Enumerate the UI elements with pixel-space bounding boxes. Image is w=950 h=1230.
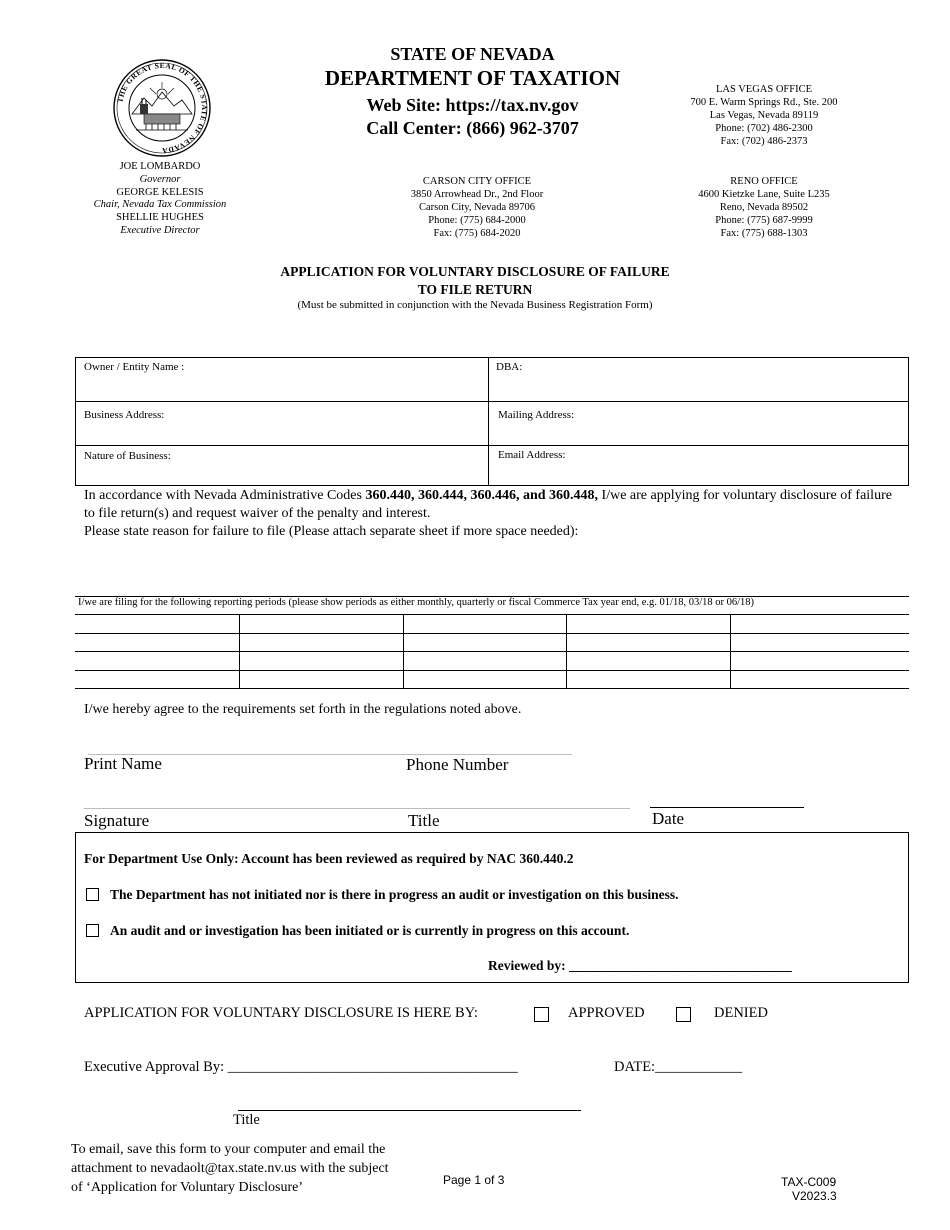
carson-city-office — [385, 175, 569, 240]
office-phone: Phone: (702) 486-2300 — [715, 123, 813, 134]
mailing-address-field[interactable]: Mailing Address: — [498, 409, 575, 421]
approver-title-label: Title — [233, 1112, 260, 1128]
office-fax: Fax: (775) 684-2020 — [433, 228, 521, 239]
form-version: V2023.3 — [792, 1189, 837, 1203]
office-fax: Fax: (775) 688-1303 — [720, 228, 808, 239]
no-audit-checkbox[interactable] — [86, 888, 99, 901]
title-label: Title — [408, 811, 440, 830]
official-title: Executive Director — [120, 224, 200, 236]
official-name: GEORGE KELESIS — [116, 186, 204, 198]
reno-office — [672, 175, 856, 240]
form-subtitle: (Must be submitted in conjunction with the Nevada Business Registration Form) — [297, 299, 653, 311]
seal-text: THE GREAT SEAL OF THE STATE OF NEVADA — [115, 60, 210, 156]
denied-checkbox[interactable] — [676, 1007, 691, 1022]
department-heading: DEPARTMENT OF TAXATION — [324, 66, 621, 90]
office-phone: Phone: (775) 687-9999 — [715, 215, 813, 226]
office-name: CARSON CITY OFFICE — [422, 176, 532, 187]
statement-text: In accordance with Nevada Administrative Codes — [84, 488, 366, 503]
reason-prompt: Please state reason for failure to file (Please attach separate sheet if more space needed): — [84, 524, 579, 539]
office-city: Carson City, Nevada 89706 — [419, 202, 535, 213]
office-city: Las Vegas, Nevada 89119 — [709, 110, 819, 121]
nevada-state-seal-icon — [112, 58, 212, 158]
office-address: 4600 Kietzke Lane, Suite L235 — [698, 189, 830, 200]
statement-paragraph — [84, 487, 904, 541]
audit-in-progress-checkbox[interactable] — [86, 924, 99, 937]
form-title-line2: TO FILE RETURN — [417, 282, 533, 297]
reporting-periods-caption: I/we are filing for the following reporting periods (please show periods as either monthly, quarterly or fiscal Commerce Tax year end, e.g. 01/18, 03/18 or 06/18) — [78, 597, 755, 608]
signature-line[interactable] — [84, 808, 630, 809]
business-info-table — [75, 357, 909, 486]
agreement-text: I/we hereby agree to the requirements set forth in the regulations noted above. — [84, 702, 522, 717]
approved-checkbox[interactable] — [534, 1007, 549, 1022]
website-text: Web Site: https://tax.nv.gov — [366, 95, 579, 115]
nature-of-business-field[interactable]: Nature of Business: — [84, 450, 171, 462]
form-title — [200, 263, 750, 299]
official-title: Chair, Nevada Tax Commission — [93, 199, 227, 211]
office-city: Reno, Nevada 89502 — [719, 202, 809, 213]
print-name-label: Print Name — [84, 754, 162, 773]
nac-codes: 360.440, 360.444, 360.446, and 360.448, — [365, 488, 599, 503]
no-audit-label: The Department has not initiated nor is there in progress an audit or investigation on this business. — [110, 887, 679, 902]
approval-date-field[interactable]: DATE:____________ — [614, 1059, 743, 1075]
audit-in-progress-label: An audit and or investigation has been initiated or is currently in progress on this account. — [110, 923, 630, 938]
official-name: SHELLIE HUGHES — [116, 212, 204, 224]
signature-label: Signature — [84, 811, 150, 830]
denied-label: DENIED — [714, 1005, 768, 1021]
email-address-field[interactable]: Email Address: — [498, 449, 566, 461]
office-phone: Phone: (775) 684-2000 — [428, 215, 526, 226]
page-number: Page 1 of 3 — [443, 1173, 505, 1187]
date-line[interactable] — [650, 807, 804, 808]
date-label: Date — [652, 809, 685, 828]
call-center-text: Call Center: (866) 962-3707 — [366, 118, 579, 138]
approved-label: APPROVED — [568, 1005, 645, 1021]
owner-name-field[interactable]: Owner / Entity Name : — [84, 361, 185, 373]
statement-text-cont: I/we are applying for voluntary disclosure of failure to file return(s) and request waiver of the penalty and interest. — [84, 488, 892, 521]
office-fax: Fax: (702) 486-2373 — [720, 136, 808, 147]
las-vegas-office — [672, 83, 856, 148]
dba-field[interactable]: DBA: — [496, 361, 523, 373]
phone-number-label: Phone Number — [406, 755, 509, 774]
official-title: Governor — [139, 173, 181, 185]
business-address-field[interactable]: Business Address: — [84, 409, 165, 421]
office-address: 700 E. Warm Springs Rd., Ste. 200 — [690, 97, 838, 108]
form-title-line1: APPLICATION FOR VOLUNTARY DISCLOSURE OF FAILURE — [280, 264, 670, 279]
office-name: LAS VEGAS OFFICE — [715, 84, 813, 95]
executive-approval-field[interactable]: Executive Approval By: ________________________________________ — [84, 1059, 518, 1075]
department-use-heading: For Department Use Only: Account has been reviewed as required by NAC 360.440.2 — [84, 851, 574, 866]
approver-title-line[interactable] — [238, 1110, 581, 1111]
email-instructions: To email, save this form to your computer and email the attachment to nevadaolt@tax.state.nv.us with the subject of ‘Application for Voluntary Disclosure’ — [71, 1142, 389, 1195]
officials-list — [70, 161, 250, 238]
official-name: JOE LOMBARDO — [119, 161, 201, 172]
reviewed-by-field[interactable]: Reviewed by: _________________________________ — [488, 958, 792, 973]
form-id: TAX-C009 — [781, 1175, 837, 1189]
department-use-box — [75, 832, 909, 983]
office-address: 3850 Arrowhead Dr., 2nd Floor — [410, 189, 544, 200]
office-name: RENO OFFICE — [730, 176, 798, 187]
approval-label: APPLICATION FOR VOLUNTARY DISCLOSURE IS HERE BY: — [84, 1005, 478, 1021]
state-heading: STATE OF NEVADA — [390, 44, 555, 64]
